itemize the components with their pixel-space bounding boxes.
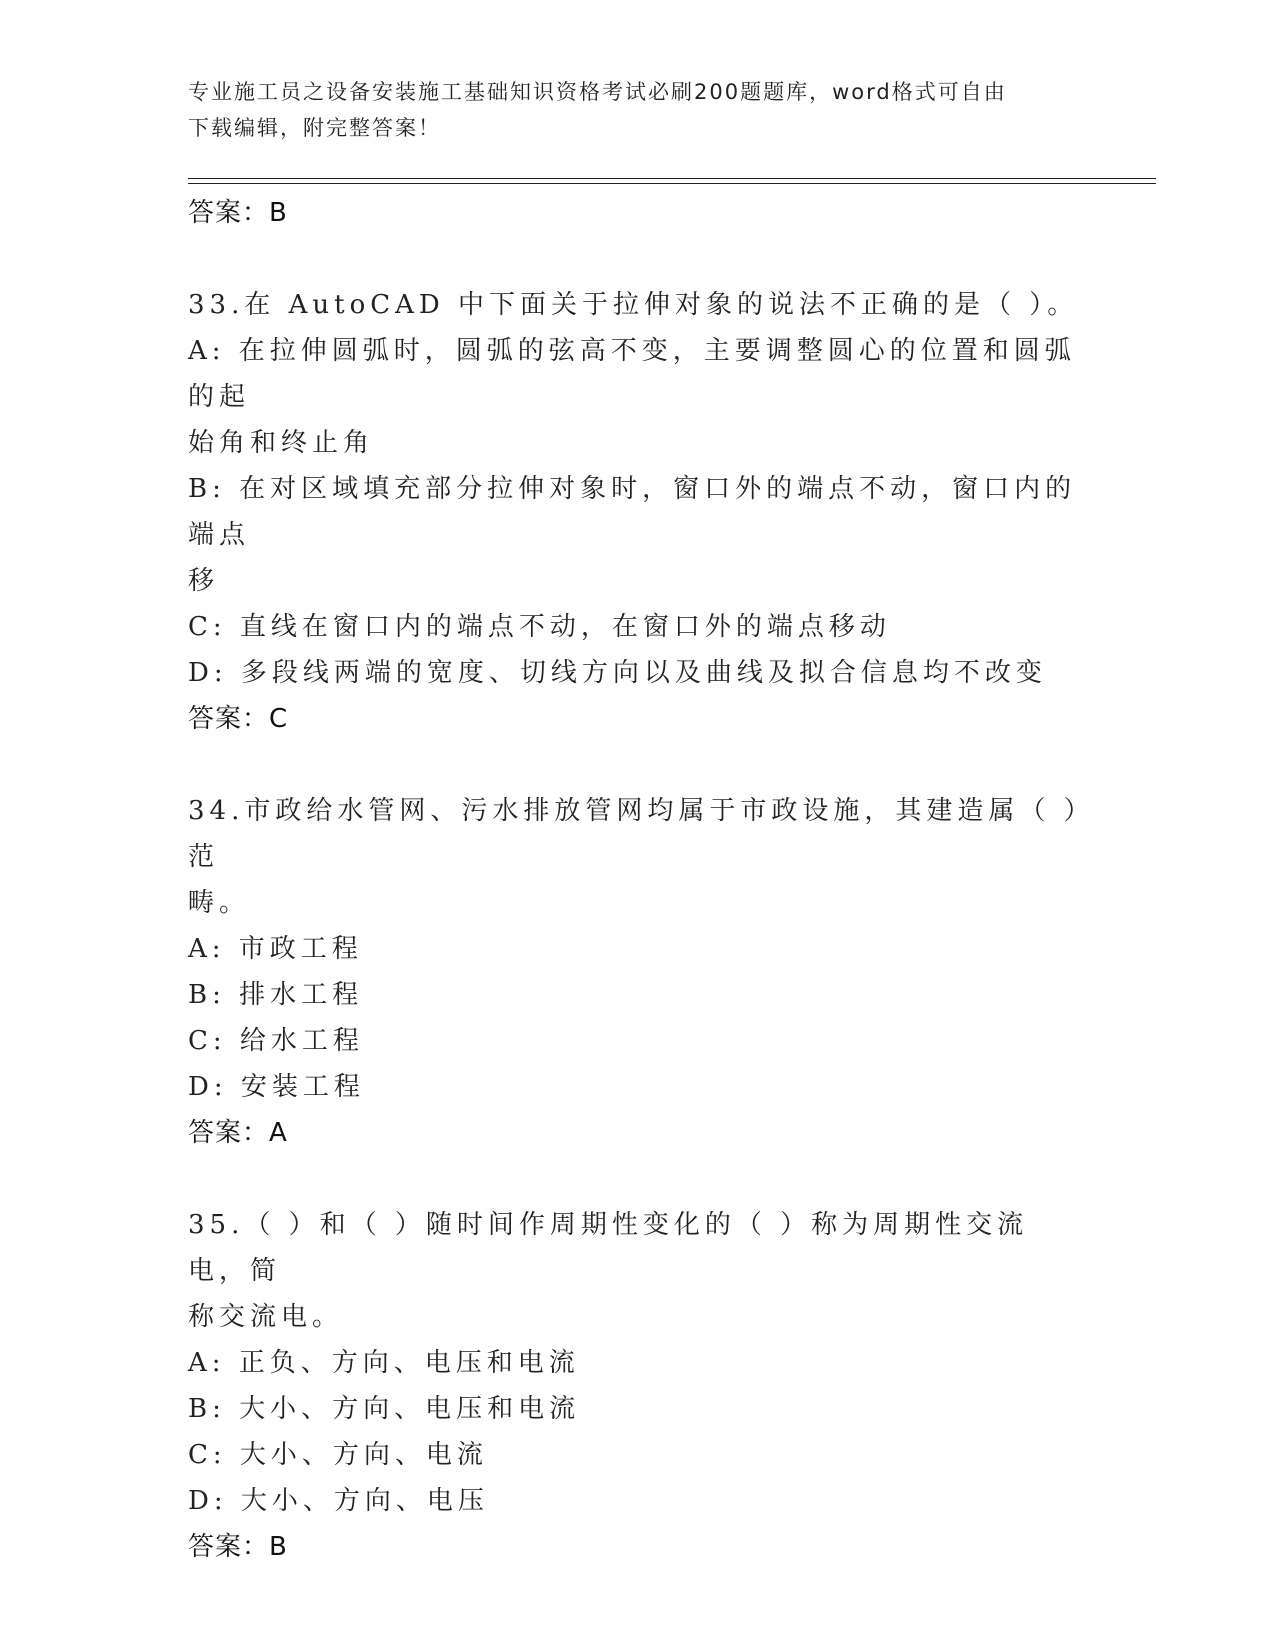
spacer bbox=[188, 1156, 1088, 1202]
answer-label: 答案： bbox=[188, 1532, 270, 1562]
option-a-line-1: A: 在拉伸圆弧时，圆弧的弦高不变，主要调整圆心的位置和圆弧的起 bbox=[188, 336, 1076, 412]
option-a-line-2: 始角和终止角 bbox=[188, 428, 375, 458]
question-text-line-1: 34.市政给水管网、污水排放管网均属于市政设施，其建造属（ ）范 bbox=[188, 796, 1082, 872]
option-d: D: 多段线两端的宽度、切线方向以及曲线及拟合信息均不改变 bbox=[188, 658, 1047, 688]
option-a: A: 市政工程 bbox=[188, 934, 363, 964]
option-c: C: 给水工程 bbox=[188, 1026, 364, 1056]
answer-label: 答案： bbox=[188, 1118, 270, 1148]
question-list bbox=[188, 190, 1088, 1570]
question-text-line-2: 畴。 bbox=[188, 888, 251, 918]
option-a: A: 正负、方向、电压和电流 bbox=[188, 1348, 580, 1378]
header-line-1: 专业施工员之设备安装施工基础知识资格考试必刷200题题库，word格式可自由 bbox=[188, 80, 1007, 104]
header-divider-bottom bbox=[188, 183, 1156, 184]
option-b-line-1: B: 在对区域填充部分拉伸对象时，窗口外的端点不动，窗口内的端点 bbox=[188, 474, 1077, 550]
header-divider-top bbox=[188, 178, 1156, 179]
spacer bbox=[188, 742, 1088, 788]
option-b-line-2: 移 bbox=[188, 566, 220, 596]
question-33 bbox=[188, 282, 1088, 742]
answer-line bbox=[188, 696, 1088, 742]
spacer bbox=[188, 236, 1088, 282]
question-text-line-1: 35.（ ）和（ ）随时间作周期性变化的（ ）称为周期性交流电，简 bbox=[188, 1210, 1029, 1286]
page-header bbox=[188, 74, 1068, 146]
answer-value: A bbox=[269, 1118, 288, 1148]
option-c: C: 直线在窗口内的端点不动，在窗口外的端点移动 bbox=[188, 612, 891, 642]
answer-value: B bbox=[269, 198, 288, 228]
option-c: C: 大小、方向、电流 bbox=[188, 1440, 488, 1470]
question-text-line-2: 称交流电。 bbox=[188, 1302, 344, 1332]
answer-value: C bbox=[269, 704, 289, 734]
answer-line bbox=[188, 190, 1088, 236]
header-line-2: 下载编辑，附完整答案！ bbox=[188, 116, 441, 140]
answer-line bbox=[188, 1110, 1088, 1156]
question-34 bbox=[188, 788, 1088, 1156]
option-d: D: 安装工程 bbox=[188, 1072, 365, 1102]
option-d: D: 大小、方向、电压 bbox=[188, 1486, 489, 1516]
answer-value: B bbox=[269, 1532, 288, 1562]
option-b bbox=[188, 466, 1088, 604]
option-b: B: 排水工程 bbox=[188, 980, 364, 1010]
answer-line bbox=[188, 1524, 1088, 1570]
question-text: 33.在 AutoCAD 中下面关于拉伸对象的说法不正确的是（ ）。 bbox=[188, 290, 1079, 320]
option-b: B: 大小、方向、电压和电流 bbox=[188, 1394, 581, 1424]
option-a bbox=[188, 328, 1088, 466]
question-35 bbox=[188, 1202, 1088, 1570]
answer-label: 答案： bbox=[188, 198, 270, 228]
answer-label: 答案： bbox=[188, 704, 270, 734]
